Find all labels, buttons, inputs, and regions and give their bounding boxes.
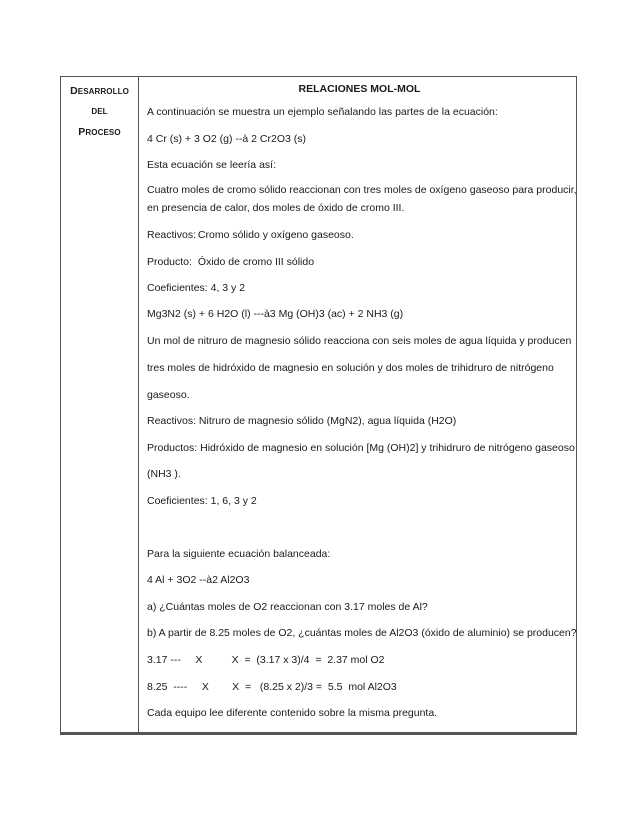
section-label-line1: DESARROLLO DEL [70,85,129,116]
question-a: a) ¿Cuántas moles de O2 reaccionan con 3.17 moles de Al? [147,601,428,613]
reactivos-line: Reactivos: Cromo sólido y oxígeno gaseoso. [147,229,354,241]
text-line: A continuación se muestra un ejemplo señalando las partes de la ecuación: [147,106,498,118]
column-divider [138,77,139,732]
section-label [61,81,138,143]
paragraph: Cuatro moles de cromo sólido reaccionan con tres moles de oxígeno gaseoso para producir, en presencia de calor, dos moles de óxido de cromo III. [147,184,577,214]
text-line: Productos: Hidróxido de magnesio en solución [Mg (OH)2] y trihidruro de nitrógeno gaseoso [147,442,575,454]
text-line: Esta ecuación se leería así: [147,159,276,171]
text-line: Coeficientes: 4, 3 y 2 [147,282,246,294]
calculation-line: 3.17 --- X X = (3.17 x 3)/4 = 2.37 mol O2 [147,654,385,666]
content-table [60,76,577,733]
equation-line: Mg3N2 (s) + 6 H2O (l) ---à3 Mg (OH)3 (ac) + 2 NH3 (g) [147,308,404,320]
text-line: Un mol de nitruro de magnesio sólido reacciona con seis moles de agua líquida y producen [147,335,572,347]
section-label-line2: PROCESO [78,126,121,138]
producto-line: Producto: Óxido de cromo III sólido [147,256,315,268]
equation-line: 4 Cr (s) + 3 O2 (g) --à 2 Cr2O3 (s) [147,133,306,145]
equation-line: 4 Al + 3O2 --à2 Al2O3 [147,574,250,586]
text-line: Cada equipo lee diferente contenido sobre la misma pregunta. [147,707,438,719]
text-line: Coeficientes: 1, 6, 3 y 2 [147,495,257,507]
text-line: gaseoso. [147,389,190,401]
question-b: b) A partir de 8.25 moles de O2, ¿cuántas moles de Al2O3 (óxido de aluminio) se producen? [147,627,577,639]
calculation-line: 8.25 ---- X X = (8.25 x 2)/3 = 5.5 mol Al2O3 [147,681,397,693]
section-title: RELACIONES MOL-MOL [298,83,421,95]
text-line: (NH3 ). [147,468,181,480]
text-line: Para la siguiente ecuación balanceada: [147,548,331,560]
text-line: tres moles de hidróxido de magnesio en solución y dos moles de trihidruro de nitrógeno [147,362,554,374]
text-line: Reactivos: Nitruro de magnesio sólido (MgN2), agua líquida (H2O) [147,415,457,427]
